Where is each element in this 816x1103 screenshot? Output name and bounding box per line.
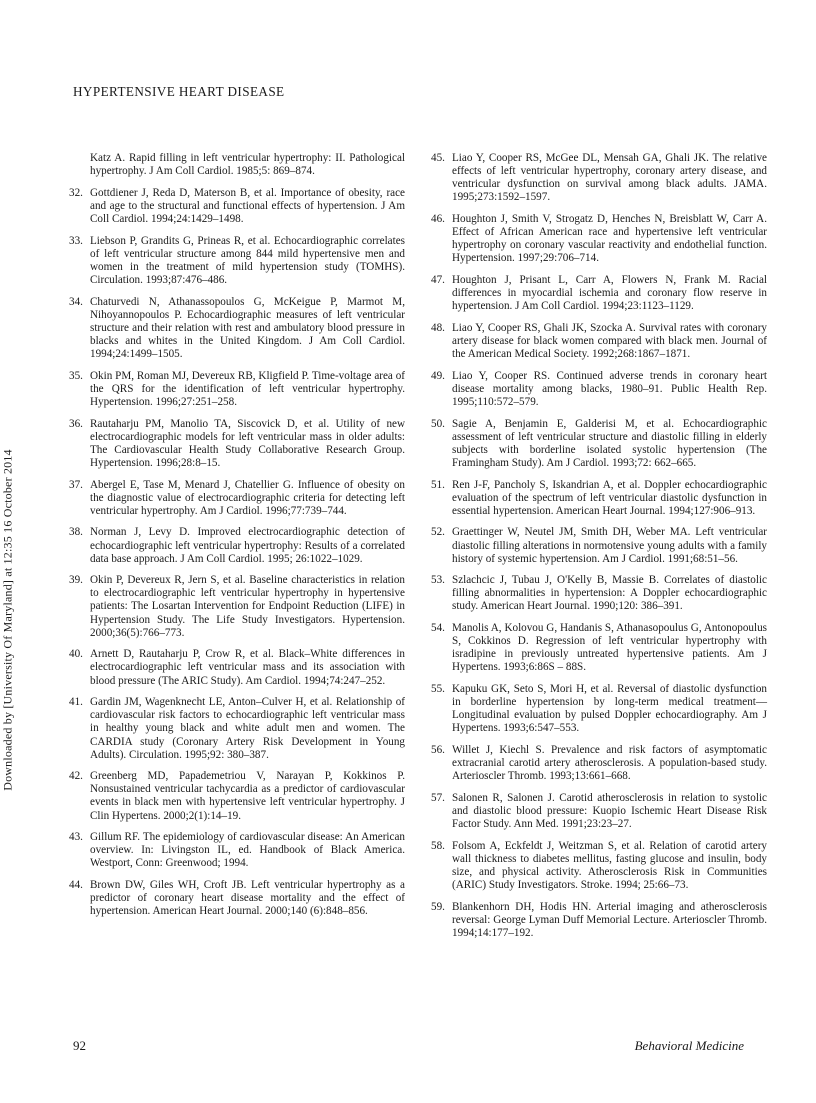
- reference-text: Gottdiener J, Reda D, Materson B, et al. Importance of obesity, race and age to the structural and functional effects of hypertension. J Am Coll Cardiol. 1994;24:1429–1498.: [90, 186, 405, 225]
- reference-item: [70, 648, 405, 687]
- reference-number: 39.: [69, 574, 83, 587]
- reference-number: 40.: [69, 648, 83, 661]
- reference-text: Houghton J, Smith V, Strogatz D, Henches N, Breisblatt W, Carr A. Effect of African American race and hypertensive left ventricular hypertrophy on coronary vascular reactivity and endothelial function. Hypertension. 1997;29:706–714.: [452, 212, 767, 265]
- page-number: 92: [73, 1038, 86, 1053]
- reference-text: Willet J, Kiechl S. Prevalence and risk factors of asymptomatic extracranial carotid artery atherosclerosis. A population-based study. Arterioscler Thromb. 1993;13:661–668.: [452, 744, 767, 783]
- reference-item: [70, 296, 405, 361]
- reference-text: Houghton J, Prisant L, Carr A, Flowers N, Frank M. Racial differences in myocardial ischemia and coronary flow reserve in hypertension. J Am Coll Cardiol. 1994;23:1123–1129.: [452, 273, 767, 313]
- download-watermark-text: Downloaded by [University Of Maryland] at 12:35 16 October 2014: [0, 449, 15, 791]
- reference-number: 51.: [431, 478, 445, 491]
- reference-number: 56.: [431, 744, 445, 757]
- reference-item: [432, 152, 767, 204]
- reference-text: Blankenhorn DH, Hodis HN. Arterial imaging and atherosclerosis reversal: George Lyman Duff Memorial Lecture. Arterioscler Thromb. 1994;14:177–192.: [452, 900, 767, 939]
- reference-item: [70, 235, 405, 287]
- reference-number: 50.: [431, 417, 445, 430]
- reference-text: Salonen R, Salonen J. Carotid atherosclerosis in relation to systolic and diastolic blood pressure: Kuopio Ischemic Heart Disease Risk Factor Study. Ann Med. 1991;23:23–27.: [452, 791, 767, 831]
- reference-number: 35.: [69, 369, 83, 382]
- reference-text: Chaturvedi N, Athanassopoulos G, McKeigue P, Marmot M, Nihoyannopoulos P. Echocardiographic measures of left ventricular structure and their relation with rest and ambulatory blood pressure in blacks and whites in the United Kingdom. J Am Coll Cardiol. 1994;24:1499–1505.: [90, 295, 405, 360]
- reference-number: 47.: [431, 273, 445, 286]
- reference-text: Norman J, Levy D. Improved electrocardiographic detection of echocardiographic left ventricular hypertrophy: Results of a correlated data base approach. J Am Coll Cardiol. 1995; 26:1022–1029.: [90, 526, 405, 565]
- reference-number: 52.: [431, 526, 445, 539]
- reference-number: 43.: [69, 831, 83, 844]
- reference-text: Szlachcic J, Tubau J, O'Kelly B, Massie B. Correlates of diastolic filling abnormalities in hypertension: A Doppler echocardiographic study. American Heart Journal. 1990;120: 386–391.: [452, 574, 767, 613]
- reference-item: [70, 879, 405, 918]
- reference-number: 57.: [431, 791, 445, 804]
- reference-item: [70, 370, 405, 409]
- reference-text: Okin P, Devereux R, Jern S, et al. Baseline characteristics in relation to electrocardiographic left ventricular hypertrophy in hypertensive patients: The Losartan Intervention for Endpoint Reduction (LIFE) in Hypertension Study. The Life Study Investigators. Hypertension. 2000;36(5):766–773.: [90, 574, 405, 639]
- reference-number: 55.: [431, 683, 445, 696]
- reference-number: 53.: [431, 574, 445, 587]
- reference-item: [70, 187, 405, 226]
- reference-text: Graettinger W, Neutel JM, Smith DH, Weber MA. Left ventricular diastolic filling alterations in normotensive young adults with a family history of systemic hypertension. Am J Cardiol. 1991;68:51–56.: [452, 526, 767, 565]
- reference-number: 44.: [69, 879, 83, 892]
- reference-text: Liao Y, Cooper RS, McGee DL, Mensah GA, Ghali JK. The relative effects of left ventricular hypertrophy, coronary artery disease, and ventricular dysfunction on survival among black adults. JAMA. 1995;273:1592–1597.: [452, 152, 767, 204]
- reference-item: [432, 213, 767, 265]
- reference-list-right: [432, 152, 767, 949]
- reference-number: 49.: [431, 369, 445, 382]
- reference-item: [70, 770, 405, 822]
- reference-text: Gillum RF. The epidemiology of cardiovascular disease: An American overview. In: Livingston IL, ed. Handbook of Black America. Westport, Conn: Greenwood; 1994.: [90, 831, 405, 870]
- reference-item: [70, 152, 405, 178]
- reference-item: [432, 840, 767, 892]
- reference-item: [70, 574, 405, 639]
- reference-item: [432, 526, 767, 565]
- reference-item: [70, 418, 405, 470]
- reference-number: 48.: [431, 321, 445, 334]
- reference-number: 32.: [69, 186, 83, 199]
- reference-item: [70, 831, 405, 870]
- reference-number: 59.: [431, 900, 445, 913]
- reference-item: [432, 683, 767, 735]
- reference-number: 38.: [69, 526, 83, 539]
- reference-text: Sagie A, Benjamin E, Galderisi M, et al. Echocardiographic assessment of left ventricular structure and diastolic filling in elderly subjects with borderline isolated systolic hypertension (The Framingham Study). Am J Cardiol. 1993;72: 662–665.: [452, 417, 767, 469]
- reference-text: Kapuku GK, Seto S, Mori H, et al. Reversal of diastolic dysfunction in borderline hypertension by long-term medical treatment—Longitudinal evaluation by pulsed Doppler echocardiography. Am J Hypertens. 1993;6:547–553.: [452, 683, 767, 735]
- reference-number: 58.: [431, 839, 445, 852]
- reference-text: Okin PM, Roman MJ, Devereux RB, Kligfield P. Time-voltage area of the QRS for the identification of left ventricular hypertrophy. Hypertension. 1996;27:251–258.: [90, 369, 405, 408]
- reference-number: 45.: [431, 152, 445, 164]
- reference-number: 42.: [69, 770, 83, 783]
- reference-text: Liebson P, Grandits G, Prineas R, et al. Echocardiographic correlates of left ventricular structure among 844 mild hypertensive men and women in the treatment of mild hypertension study (TOMHS). Circulation. 1993;87:476–486.: [90, 234, 405, 286]
- reference-text: Rautaharju PM, Manolio TA, Siscovick D, et al. Utility of new electrocardiographic models for left ventricular mass in older adults: The Cardiovascular Health Study Collaborative Research Group. Hypertension. 1996;28:8–15.: [90, 417, 405, 469]
- reference-text: Arnett D, Rautaharju P, Crow R, et al. Black–White differences in electrocardiographic left ventricular mass and its association with blood pressure (The ARIC Study). Am Cardiol. 1994;74:247–252.: [90, 648, 405, 687]
- reference-number: 36.: [69, 417, 83, 430]
- reference-item: [432, 744, 767, 783]
- reference-text: Brown DW, Giles WH, Croft JB. Left ventricular hypertrophy as a predictor of coronary heart disease mortality and the effect of hypertension. American Heart Journal. 2000;140 (6):848–856.: [90, 879, 405, 918]
- reference-item: [70, 526, 405, 565]
- reference-item: [432, 479, 767, 518]
- reference-number: 33.: [69, 234, 83, 247]
- reference-number: 41.: [69, 696, 83, 709]
- reference-item: [432, 418, 767, 470]
- reference-text: Gardin JM, Wagenknecht LE, Anton–Culver H, et al. Relationship of cardiovascular risk factors to echocardiographic left ventricular mass in healthy young black and white adult men and women. The CARDIA study (Coronary Artery Risk Development in Young Adults). Circulation. 1995;92: 380–387.: [90, 696, 405, 761]
- reference-text: Abergel E, Tase M, Menard J, Chatellier G. Influence of obesity on the diagnostic value of electrocardiographic criteria for detecting left ventricular hypertrophy. Am J Cardiol. 1996;77:739–744.: [90, 478, 405, 517]
- reference-text: Greenberg MD, Papademetriou V, Narayan P, Kokkinos P. Nonsustained ventricular tachycardia as a predictor of cardiovascular events in black men with hypertensive left ventricular hypertrophy. J Clin Hypertens. 2000;2(1):14–19.: [90, 770, 405, 822]
- reference-item: [432, 901, 767, 940]
- reference-item: [432, 322, 767, 361]
- reference-list-left: [70, 152, 405, 927]
- reference-number: 37.: [69, 478, 83, 491]
- reference-item: [432, 574, 767, 613]
- reference-number: 34.: [69, 295, 83, 308]
- reference-text: Katz A. Rapid filling in left ventricular hypertrophy: II. Pathological hypertrophy. J Am Coll Cardiol. 1985;5: 869–874.: [90, 152, 405, 178]
- reference-item: [70, 696, 405, 761]
- reference-text: Folsom A, Eckfeldt J, Weitzman S, et al. Relation of carotid artery wall thickness to diabetes mellitus, fasting glucose and insulin, body size, and physical activity. Atherosclerosis Risk in Communities (ARIC) Study Investigators. Stroke. 1994; 25:66–73.: [452, 839, 767, 892]
- reference-text: Liao Y, Cooper RS. Continued adverse trends in coronary heart disease mortality among blacks, 1980–91. Public Health Rep. 1995;110:572–579.: [452, 369, 767, 408]
- reference-number: 46.: [431, 212, 445, 225]
- reference-text: Liao Y, Cooper RS, Ghali JK, Szocka A. Survival rates with coronary artery disease for black women compared with black men. Journal of the American Medical Society. 1992;268:1867–1871.: [452, 321, 767, 360]
- journal-name: Behavioral Medicine: [634, 1038, 744, 1053]
- reference-item: [432, 274, 767, 313]
- reference-number: 54.: [431, 622, 445, 635]
- reference-item: [432, 370, 767, 409]
- running-head: HYPERTENSIVE HEART DISEASE: [73, 84, 285, 99]
- reference-text: Manolis A, Kolovou G, Handanis S, Athanasopoulus G, Antonopoulus S, Cokkinos D. Regression of left ventricular hypertrophy with isradipine in previously untreated hypertensive patients. Am J Hypertens. 1993;6:86S – 88S.: [452, 622, 767, 674]
- reference-text: Ren J-F, Pancholy S, Iskandrian A, et al. Doppler echocardiographic evaluation of the spectrum of left ventricular diastolic dysfunction in essential hypertension. American Heart Journal. 1994;127:906–913.: [452, 478, 767, 517]
- reference-item: [70, 479, 405, 518]
- reference-item: [432, 792, 767, 831]
- reference-item: [432, 622, 767, 674]
